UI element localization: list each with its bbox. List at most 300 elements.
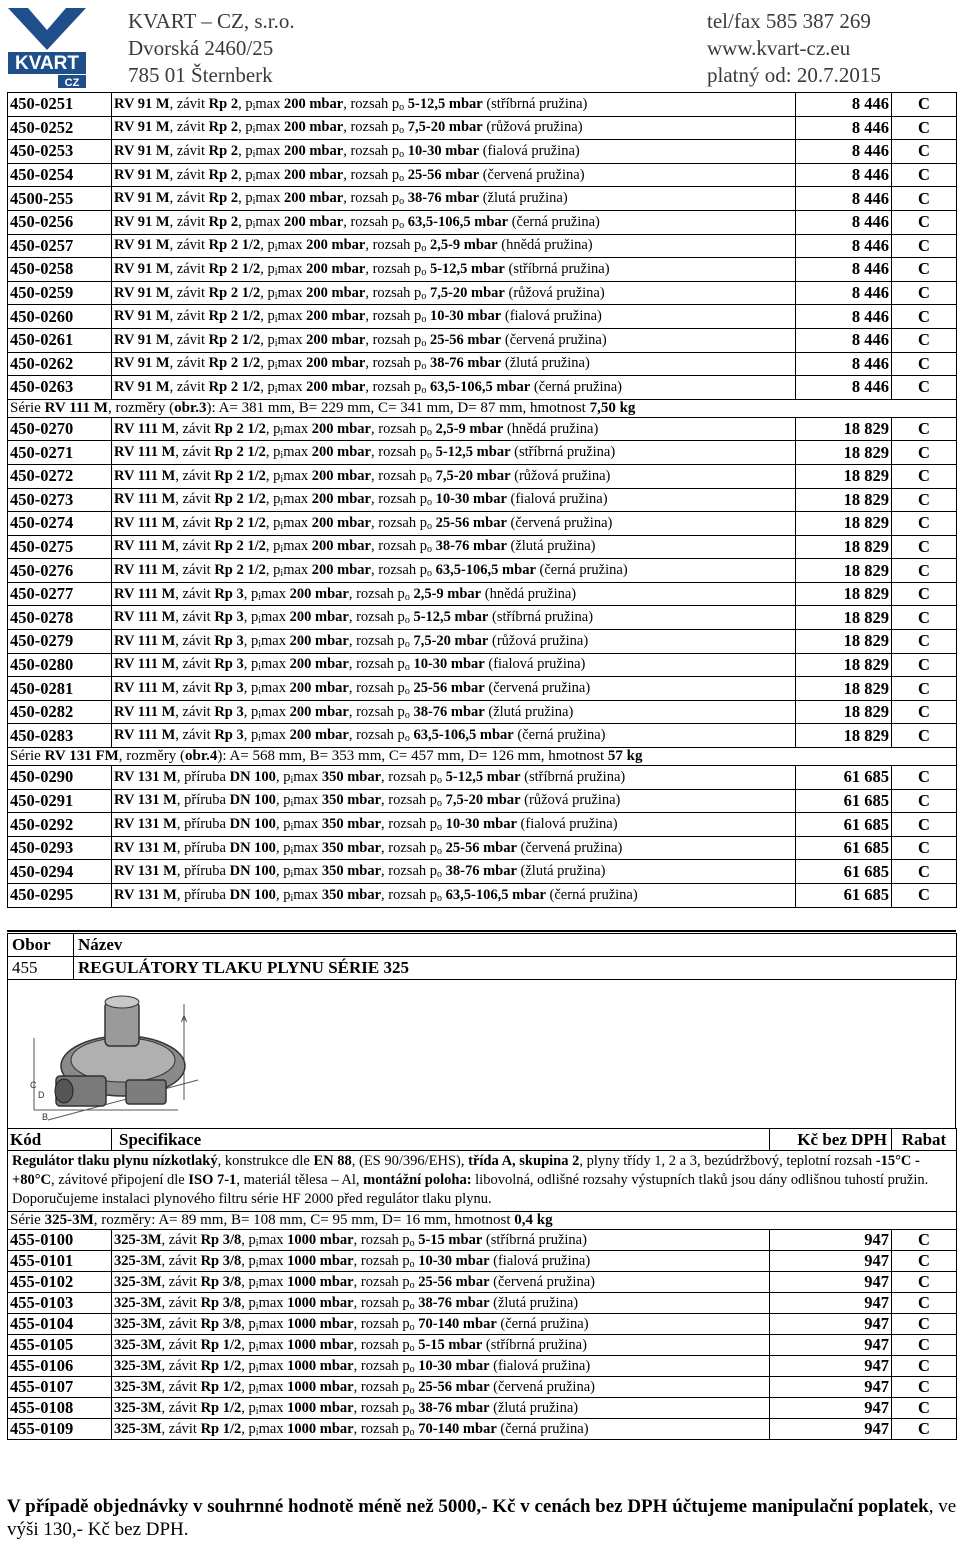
- max-pressure: 200 mbar: [283, 119, 344, 136]
- pressure-symbol: p: [273, 467, 281, 484]
- pressure-sub: i: [280, 520, 284, 532]
- product-code: 450-0278: [8, 606, 112, 630]
- spring-color: (fialová pružina): [510, 491, 608, 508]
- pressure-symbol: p: [245, 190, 253, 207]
- price: 947: [770, 1377, 892, 1398]
- model: RV 91 M: [114, 331, 170, 348]
- rabat: C: [892, 1398, 957, 1419]
- pressure-range: 10-30 mbar: [418, 1252, 490, 1269]
- thread: Rp 3: [214, 703, 244, 720]
- max-label: max: [283, 444, 309, 461]
- rabat: C: [892, 724, 957, 748]
- range-sub: o: [437, 869, 442, 881]
- pressure-symbol: p: [283, 839, 291, 856]
- range-sub: o: [421, 384, 427, 396]
- max-label: max: [293, 839, 319, 856]
- max-pressure: 200 mbar: [311, 444, 371, 461]
- spring-color: (růžová pružina): [486, 119, 583, 136]
- connector-label: závit: [168, 1357, 197, 1374]
- price: 8 446: [796, 140, 892, 164]
- range-sub: o: [426, 426, 432, 438]
- price: 18 829: [796, 606, 892, 630]
- max-label: max: [258, 1231, 284, 1248]
- company-web[interactable]: www.kvart-cz.eu: [707, 36, 851, 60]
- series-weight: 0,4 kg: [514, 1212, 553, 1228]
- price: 18 829: [796, 417, 892, 441]
- spec-cell: 325-3M, závit Rp 3/8, $p_i\max$ 1000 mbar, rozsah $p_o$ 25-56 mbar (červená pružina): [112, 1272, 770, 1293]
- table-row: [8, 376, 957, 400]
- price: 61 685: [796, 860, 892, 884]
- connector-label: závit: [176, 355, 206, 372]
- pressure-symbol: p: [273, 562, 281, 579]
- max-label: max: [283, 491, 309, 508]
- range-sub: o: [404, 686, 410, 698]
- thread: Rp 2 1/2: [208, 378, 261, 395]
- rabat: C: [892, 210, 957, 234]
- range-label: rozsah p: [372, 260, 422, 277]
- price: 61 685: [796, 884, 892, 908]
- pressure-range: 2,5-9 mbar: [413, 585, 482, 602]
- pressure-range: 25-56 mbar: [413, 680, 485, 697]
- table-row: [8, 1377, 957, 1398]
- model: RV 91 M: [114, 95, 170, 112]
- range-sub: o: [437, 774, 442, 786]
- section-number: 455: [8, 957, 74, 980]
- spec-cell: 325-3M, závit Rp 3/8, $p_i\max$ 1000 mbar, rozsah $p_o$ 70-140 mbar (černá pružina): [112, 1314, 770, 1335]
- model: 325-3M: [114, 1378, 162, 1395]
- description-part: , plyny třídy 1, 2 a 3, bezúdržbový, teplotní rozsah: [579, 1153, 876, 1169]
- range-sub: o: [399, 219, 405, 231]
- range-label: rozsah p: [360, 1357, 410, 1374]
- connector-label: závit: [182, 538, 211, 555]
- spec-cell: RV 91 M, závit Rp 2, $p_i\max$ 200 mbar, rozsah $p_o$ 63,5-106,5 mbar (černá pružina): [112, 210, 796, 234]
- connector-label: závit: [182, 703, 211, 720]
- pressure-range: 63,5-106,5 mbar: [407, 213, 509, 230]
- rabat: C: [892, 376, 957, 400]
- spring-color: (fialová pružina): [482, 142, 580, 159]
- rabat: C: [892, 677, 957, 701]
- price: 18 829: [796, 630, 892, 654]
- pressure-range: 5-15 mbar: [418, 1336, 483, 1353]
- table-row: [8, 606, 957, 630]
- table-row: [8, 163, 957, 187]
- model: RV 91 M: [114, 260, 170, 277]
- spec-cell: RV 91 M, závit Rp 2, $p_i\max$ 200 mbar, rozsah $p_o$ 10-30 mbar (fialová pružina): [112, 140, 796, 164]
- pressure-range: 10-30 mbar: [435, 491, 507, 508]
- table-row: [8, 281, 957, 305]
- pressure-range: 63,5-106,5 mbar: [435, 562, 536, 579]
- spring-color: (žlutá pružina): [504, 355, 590, 372]
- range-sub: o: [404, 638, 410, 650]
- svg-text:D: D: [38, 1090, 45, 1100]
- connector-label: závit: [182, 585, 211, 602]
- pressure-sub: i: [274, 243, 278, 255]
- table-row: [8, 258, 957, 282]
- pressure-range: 70-140 mbar: [418, 1420, 497, 1437]
- footer-note-rest: , ve výši 130,- Kč bez DPH.: [7, 1496, 957, 1540]
- max-label: max: [258, 1357, 284, 1374]
- pressure-symbol: p: [248, 1336, 256, 1353]
- pressure-sub: i: [252, 196, 256, 208]
- range-sub: o: [437, 892, 442, 904]
- spec-cell: RV 131 M, příruba DN 100, $p_i\max$ 350 mbar, rozsah $p_o$ 5-12,5 mbar (stříbrná pružina): [112, 766, 796, 790]
- range-label: rozsah p: [372, 237, 422, 254]
- max-pressure: 200 mbar: [289, 703, 349, 720]
- connector-label: závit: [182, 444, 211, 461]
- thread: Rp 2 1/2: [214, 514, 266, 531]
- range-sub: o: [421, 337, 427, 349]
- table-row: [8, 860, 957, 884]
- range-label: rozsah p: [360, 1399, 410, 1416]
- max-pressure: 200 mbar: [311, 538, 371, 555]
- product-code: 455-0104: [8, 1314, 112, 1335]
- spec-cell: RV 131 M, příruba DN 100, $p_i\max$ 350 mbar, rozsah $p_o$ 38-76 mbar (žlutá pružina): [112, 860, 796, 884]
- thread: DN 100: [229, 792, 276, 809]
- pressure-range: 10-30 mbar: [445, 816, 517, 833]
- spring-color: (žlutá pružina): [520, 863, 606, 880]
- range-sub: o: [409, 1363, 415, 1375]
- max-label: max: [258, 1399, 284, 1416]
- spring-color: (žlutá pružina): [488, 703, 574, 720]
- description-part: , závitové připojení dle: [51, 1172, 189, 1188]
- rabat: C: [892, 860, 957, 884]
- table-row: [8, 210, 957, 234]
- range-sub: o: [426, 497, 432, 509]
- pressure-symbol: p: [251, 609, 259, 626]
- rabat: C: [892, 836, 957, 860]
- max-pressure: 200 mbar: [283, 190, 344, 207]
- model: RV 131 M: [114, 839, 177, 856]
- spec-cell: RV 111 M, závit Rp 3, $p_i\max$ 200 mbar, rozsah $p_o$ 5-12,5 mbar (stříbrná pružina): [112, 606, 796, 630]
- table-row: [8, 1356, 957, 1377]
- section-header-table: [7, 933, 957, 980]
- max-pressure: 200 mbar: [311, 491, 371, 508]
- connector-label: závit: [168, 1378, 197, 1395]
- connector-label: závit: [176, 308, 206, 325]
- max-label: max: [258, 1273, 284, 1290]
- company-city: 785 01 Šternberk: [128, 63, 273, 87]
- spec-cell: 325-3M, závit Rp 1/2, $p_i\max$ 1000 mbar, rozsah $p_o$ 70-140 mbar (černá pružina): [112, 1419, 770, 1440]
- pressure-symbol: p: [283, 768, 291, 785]
- table-row: [8, 653, 957, 677]
- description-part: , materiál tělesa – Al,: [236, 1172, 364, 1188]
- pressure-sub: i: [274, 314, 278, 326]
- range-sub: o: [426, 473, 432, 485]
- max-label: max: [258, 1315, 284, 1332]
- spring-color: (stříbrná pružina): [514, 444, 616, 461]
- thread: Rp 2: [208, 166, 239, 183]
- pressure-range: 38-76 mbar: [435, 538, 507, 555]
- connector-label: závit: [168, 1336, 197, 1353]
- rabat: C: [892, 488, 957, 512]
- pressure-symbol: p: [273, 420, 281, 437]
- pressure-range: 70-140 mbar: [418, 1315, 497, 1332]
- table-row: [8, 1419, 957, 1440]
- pressure-symbol: p: [248, 1315, 256, 1332]
- rabat: C: [892, 1251, 957, 1272]
- max-pressure: 1000 mbar: [287, 1294, 354, 1311]
- max-pressure: 200 mbar: [311, 420, 371, 437]
- pressure-range: 63,5-106,5 mbar: [413, 727, 514, 744]
- pressure-symbol: p: [248, 1378, 256, 1395]
- pressure-symbol: p: [251, 656, 259, 673]
- spec-cell: RV 111 M, závit Rp 2 1/2, $p_i\max$ 200 mbar, rozsah $p_o$ 63,5-106,5 mbar (černá pružina): [112, 559, 796, 583]
- max-pressure: 200 mbar: [311, 562, 371, 579]
- col-header-spec: Specifikace: [112, 1129, 770, 1151]
- rabat: C: [892, 187, 957, 211]
- max-pressure: 1000 mbar: [287, 1357, 354, 1374]
- col-header-price: Kč bez DPH: [770, 1129, 892, 1151]
- spring-color: (červená pružina): [510, 514, 613, 531]
- spring-color: (žlutá pružina): [510, 538, 596, 555]
- spring-color: (stříbrná pružina): [486, 95, 588, 112]
- spec-cell: 325-3M, závit Rp 3/8, $p_i\max$ 1000 mbar, rozsah $p_o$ 5-15 mbar (stříbrná pružina): [112, 1230, 770, 1251]
- model: RV 111 M: [114, 420, 176, 437]
- price: 947: [770, 1251, 892, 1272]
- range-label: rozsah p: [350, 166, 400, 183]
- range-label: rozsah p: [372, 308, 422, 325]
- range-label: rozsah p: [378, 444, 427, 461]
- description-part: Regulátor tlaku plynu nízkotlaký: [12, 1153, 218, 1169]
- series-row: [8, 399, 957, 417]
- pressure-range: 38-76 mbar: [418, 1294, 490, 1311]
- table-row: [8, 813, 957, 837]
- spring-color: (červená pružina): [488, 680, 591, 697]
- range-sub: o: [399, 172, 405, 184]
- range-sub: o: [399, 125, 405, 137]
- pressure-range: 7,5-20 mbar: [407, 119, 483, 136]
- max-pressure: 200 mbar: [289, 632, 349, 649]
- price: 61 685: [796, 836, 892, 860]
- max-pressure: 200 mbar: [289, 656, 349, 673]
- spring-color: (žlutá pružina): [493, 1399, 579, 1416]
- rabat: C: [892, 281, 957, 305]
- connector-label: závit: [168, 1294, 197, 1311]
- connector-label: závit: [182, 727, 211, 744]
- pressure-range: 10-30 mbar: [418, 1357, 490, 1374]
- range-label: rozsah p: [378, 538, 427, 555]
- model: 325-3M: [114, 1420, 162, 1437]
- rabat: C: [892, 140, 957, 164]
- page-header: [0, 0, 960, 92]
- thread: Rp 1/2: [200, 1378, 242, 1395]
- rabat: C: [892, 884, 957, 908]
- spec-cell: 325-3M, závit Rp 1/2, $p_i\max$ 1000 mbar, rozsah $p_o$ 25-56 mbar (červená pružina): [112, 1377, 770, 1398]
- table-row: [8, 93, 957, 117]
- max-pressure: 200 mbar: [289, 727, 349, 744]
- product-code: 450-0292: [8, 813, 112, 837]
- max-label: max: [277, 355, 303, 372]
- max-pressure: 1000 mbar: [287, 1231, 354, 1248]
- range-label: rozsah p: [360, 1273, 410, 1290]
- max-label: max: [261, 609, 286, 626]
- max-label: max: [283, 562, 309, 579]
- max-pressure: 200 mbar: [306, 284, 366, 301]
- thread: Rp 3: [214, 656, 244, 673]
- pressure-symbol: p: [283, 886, 291, 903]
- rabat: C: [892, 258, 957, 282]
- spring-color: (fialová pružina): [493, 1252, 591, 1269]
- thread: Rp 3/8: [200, 1273, 242, 1290]
- description-part: ISO 7-1: [188, 1172, 237, 1188]
- pressure-range: 7,5-20 mbar: [435, 467, 511, 484]
- table-row: [8, 352, 957, 376]
- model: RV 91 M: [114, 378, 170, 395]
- price: 61 685: [796, 813, 892, 837]
- model: RV 131 M: [114, 886, 177, 903]
- pressure-range: 2,5-9 mbar: [429, 237, 498, 254]
- connector-label: příruba: [184, 839, 226, 856]
- model: 325-3M: [114, 1315, 162, 1332]
- pressure-symbol: p: [273, 514, 281, 531]
- product-code: 450-0272: [8, 464, 112, 488]
- spec-cell: RV 131 M, příruba DN 100, $p_i\max$ 350 mbar, rozsah $p_o$ 25-56 mbar (červená pružina): [112, 836, 796, 860]
- table-row: [8, 884, 957, 908]
- price: 18 829: [796, 559, 892, 583]
- model: RV 131 M: [114, 816, 177, 833]
- table-row: [8, 535, 957, 559]
- pressure-sub: i: [252, 101, 256, 113]
- thread: Rp 2 1/2: [214, 444, 266, 461]
- pressure-sub: i: [252, 219, 256, 231]
- product-code: 455-0101: [8, 1251, 112, 1272]
- price: 8 446: [796, 234, 892, 258]
- spec-cell: RV 91 M, závit Rp 2 1/2, $p_i\max$ 200 mbar, rozsah $p_o$ 7,5-20 mbar (růžová pružina): [112, 281, 796, 305]
- svg-text:A: A: [181, 1014, 188, 1024]
- spec-cell: RV 111 M, závit Rp 3, $p_i\max$ 200 mbar, rozsah $p_o$ 10-30 mbar (fialová pružina): [112, 653, 796, 677]
- pressure-sub: i: [258, 591, 262, 603]
- thread: Rp 2 1/2: [208, 284, 261, 301]
- rabat: C: [892, 1356, 957, 1377]
- rabat: C: [892, 1272, 957, 1293]
- range-sub: o: [421, 361, 427, 373]
- range-label: rozsah p: [350, 142, 400, 159]
- rabat: C: [892, 93, 957, 117]
- model: RV 111 M: [114, 680, 176, 697]
- spring-color: (růžová pružina): [491, 632, 589, 649]
- table-row: [8, 1293, 957, 1314]
- price: 8 446: [796, 352, 892, 376]
- range-label: rozsah p: [378, 562, 427, 579]
- max-label: max: [258, 1294, 284, 1311]
- spring-color: (stříbrná pružina): [524, 768, 626, 785]
- max-label: max: [261, 656, 286, 673]
- price: 8 446: [796, 376, 892, 400]
- thread: Rp 2 1/2: [214, 491, 266, 508]
- price: 947: [770, 1230, 892, 1251]
- product-code: 450-0277: [8, 582, 112, 606]
- series-name: RV 131 FM: [44, 748, 119, 765]
- thread: Rp 3: [214, 680, 244, 697]
- spec-cell: RV 131 M, příruba DN 100, $p_i\max$ 350 mbar, rozsah $p_o$ 7,5-20 mbar (růžová pružina): [112, 789, 796, 813]
- range-label: rozsah p: [356, 703, 405, 720]
- connector-label: závit: [182, 491, 211, 508]
- table-row: [8, 305, 957, 329]
- spring-color: (černá pružina): [517, 727, 606, 744]
- product-code: 450-0253: [8, 140, 112, 164]
- series-weight: 57 kg: [607, 748, 643, 765]
- rabat: C: [892, 653, 957, 677]
- model: 325-3M: [114, 1357, 162, 1374]
- spec-cell: 325-3M, závit Rp 3/8, $p_i\max$ 1000 mbar, rozsah $p_o$ 10-30 mbar (fialová pružina): [112, 1251, 770, 1272]
- rabat: C: [892, 1314, 957, 1335]
- product-code: 450-0295: [8, 884, 112, 908]
- price: 18 829: [796, 582, 892, 606]
- connector-label: příruba: [184, 792, 226, 809]
- table-row: [8, 187, 957, 211]
- max-pressure: 350 mbar: [321, 816, 382, 833]
- company-address: [128, 8, 295, 89]
- thread: Rp 2 1/2: [214, 562, 266, 579]
- spring-color: (růžová pružina): [524, 792, 621, 809]
- pressure-symbol: p: [251, 727, 259, 744]
- thread: Rp 3: [214, 609, 244, 626]
- rabat: C: [892, 163, 957, 187]
- max-pressure: 200 mbar: [306, 260, 366, 277]
- pressure-range: 5-12,5 mbar: [413, 609, 489, 626]
- description-part: třída A, skupina 2: [468, 1153, 580, 1169]
- max-label: max: [258, 1336, 284, 1353]
- max-pressure: 350 mbar: [321, 863, 382, 880]
- pressure-symbol: p: [267, 355, 275, 372]
- pressure-range: 38-76 mbar: [445, 863, 517, 880]
- price: 18 829: [796, 441, 892, 465]
- product-code: 450-0260: [8, 305, 112, 329]
- price: 61 685: [796, 789, 892, 813]
- max-pressure: 1000 mbar: [287, 1315, 354, 1332]
- model: RV 91 M: [114, 355, 170, 372]
- series-mid: , rozměry (: [118, 748, 185, 765]
- table-row: [8, 488, 957, 512]
- range-sub: o: [409, 1300, 415, 1312]
- max-pressure: 350 mbar: [321, 839, 382, 856]
- model: RV 111 M: [114, 727, 176, 744]
- max-pressure: 350 mbar: [321, 886, 382, 903]
- pressure-sub: i: [290, 892, 294, 904]
- model: 325-3M: [114, 1273, 162, 1290]
- model: RV 111 M: [114, 444, 176, 461]
- rabat: C: [892, 813, 957, 837]
- rabat: C: [892, 535, 957, 559]
- spec-cell: RV 91 M, závit Rp 2, $p_i\max$ 200 mbar, rozsah $p_o$ 38-76 mbar (žlutá pružina): [112, 187, 796, 211]
- range-sub: o: [421, 290, 427, 302]
- series-info: [8, 399, 957, 417]
- table-row: [8, 724, 957, 748]
- model: RV 131 M: [114, 863, 177, 880]
- range-label: rozsah p: [356, 609, 405, 626]
- model: RV 91 M: [114, 119, 170, 136]
- price: 8 446: [796, 328, 892, 352]
- thread: Rp 2: [208, 190, 239, 207]
- table-row: [8, 328, 957, 352]
- regulator-drawing: [8, 980, 248, 1128]
- pressure-range: 5-12,5 mbar: [445, 768, 521, 785]
- range-label: rozsah p: [356, 680, 405, 697]
- connector-label: závit: [168, 1315, 197, 1332]
- pressure-range: 25-56 mbar: [435, 514, 507, 531]
- range-label: rozsah p: [360, 1294, 410, 1311]
- max-pressure: 200 mbar: [283, 213, 344, 230]
- max-pressure: 200 mbar: [306, 355, 366, 372]
- model: 325-3M: [114, 1399, 162, 1416]
- table-row: [8, 582, 957, 606]
- max-pressure: 200 mbar: [283, 95, 344, 112]
- spring-color: (fialová pružina): [488, 656, 586, 673]
- pressure-sub: i: [280, 473, 284, 485]
- max-label: max: [255, 142, 281, 159]
- spring-color: (žlutá pružina): [493, 1294, 579, 1311]
- range-sub: o: [399, 101, 405, 113]
